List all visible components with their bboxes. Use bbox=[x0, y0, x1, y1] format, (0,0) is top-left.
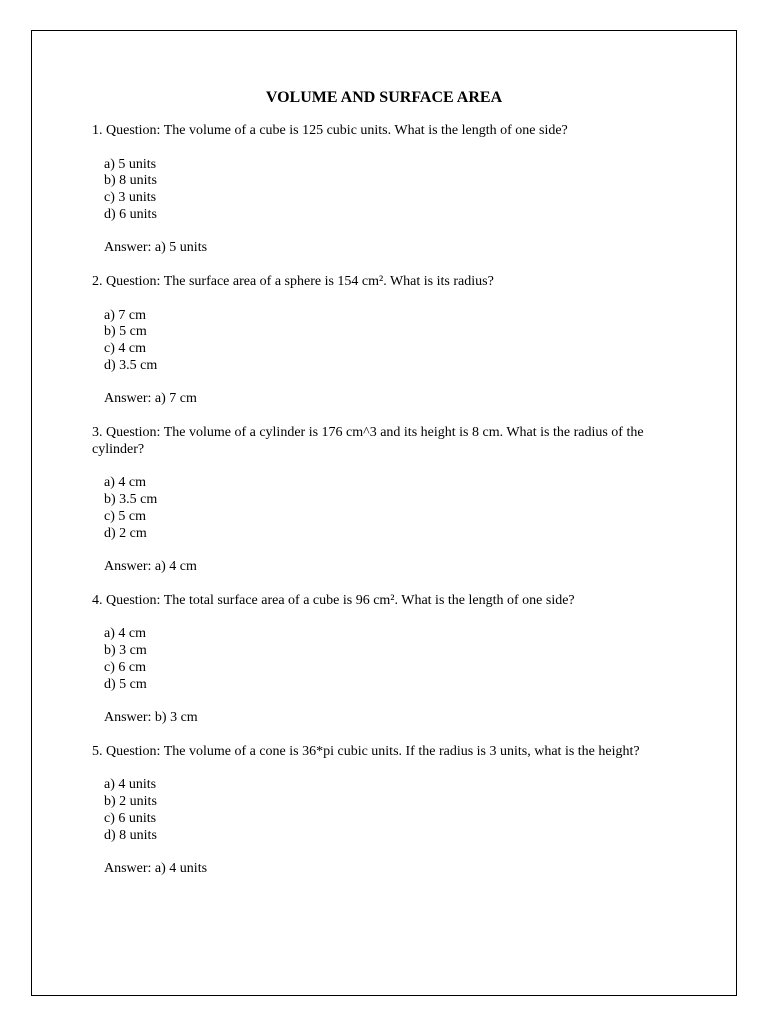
question-text: 1. Question: The volume of a cube is 125 cubic units. What is the length of one side? bbox=[92, 123, 568, 138]
option-list bbox=[92, 157, 672, 224]
option-list bbox=[92, 777, 672, 844]
option-a: a) 7 cm bbox=[104, 307, 146, 323]
option-list bbox=[92, 308, 672, 375]
question-text: 4. Question: The total surface area of a cube is 96 cm². What is the length of one side? bbox=[92, 592, 575, 608]
answer-text: Answer: a) 4 cm bbox=[104, 559, 197, 574]
option-b: b) 3.5 cm bbox=[104, 492, 158, 507]
option-list bbox=[92, 626, 672, 693]
option-list bbox=[92, 475, 672, 542]
option-b: b) 2 units bbox=[104, 794, 157, 809]
option-b: b) 8 units bbox=[104, 173, 157, 189]
question-text: 2. Question: The surface area of a sphere is 154 cm². What is its radius? bbox=[92, 274, 494, 289]
question-text: 3. Question: The volume of a cylinder is 176 cm^3 and its height is 8 cm. What is the radius of the cylinder? bbox=[92, 425, 644, 457]
option-c: c) 5 cm bbox=[104, 508, 146, 524]
answer-text: Answer: a) 4 units bbox=[104, 861, 208, 876]
question-1 bbox=[92, 123, 672, 257]
option-d: d) 3.5 cm bbox=[104, 357, 158, 373]
question-3 bbox=[92, 425, 672, 576]
answer-text: Answer: a) 5 units bbox=[104, 240, 208, 256]
option-d: d) 2 cm bbox=[104, 525, 147, 541]
answer-text: Answer: a) 7 cm bbox=[104, 391, 197, 407]
question-text: 5. Question: The volume of a cone is 36*pi cubic units. If the radius is 3 units, what is the height? bbox=[92, 743, 640, 759]
option-b: b) 3 cm bbox=[104, 643, 147, 658]
question-list bbox=[92, 123, 672, 895]
option-d: d) 6 units bbox=[104, 206, 157, 222]
option-a: a) 5 units bbox=[104, 156, 157, 172]
option-c: c) 3 units bbox=[104, 190, 157, 205]
answer-text: Answer: b) 3 cm bbox=[104, 710, 198, 725]
question-5 bbox=[92, 744, 672, 878]
option-c: c) 6 units bbox=[104, 810, 157, 826]
option-d: d) 5 cm bbox=[104, 676, 147, 692]
option-c: c) 4 cm bbox=[104, 341, 146, 356]
option-b: b) 5 cm bbox=[104, 324, 147, 340]
option-d: d) 8 units bbox=[104, 827, 157, 843]
option-c: c) 6 cm bbox=[104, 659, 146, 675]
question-4 bbox=[92, 593, 672, 727]
option-a: a) 4 units bbox=[104, 777, 157, 793]
option-a: a) 4 cm bbox=[104, 626, 146, 642]
question-2 bbox=[92, 274, 672, 408]
option-a: a) 4 cm bbox=[104, 475, 146, 491]
page-title: VOLUME AND SURFACE AREA bbox=[265, 89, 503, 106]
